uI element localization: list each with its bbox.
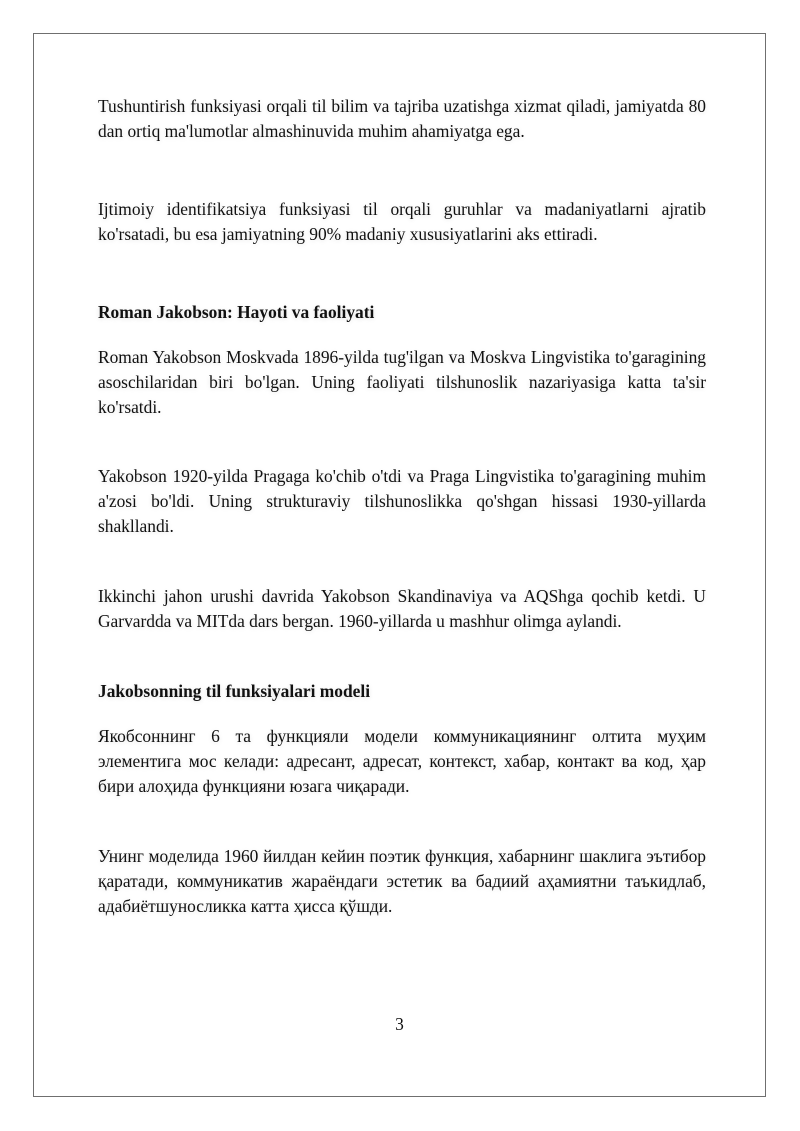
heading-jakobson-biography: Roman Jakobson: Hayoti va faoliyati	[98, 302, 375, 322]
page-content	[98, 94, 706, 919]
paragraph-explanatory-function: Tushuntirish funksiyasi orqali til bilim va tajriba uzatishga xizmat qiladi, jamiyatda 80 dan ortiq ma'lumotlar almashinuvida muhim ahamiyatga ega.	[98, 96, 706, 141]
paragraph-jakobson-birth: Roman Yakobson Moskvada 1896-yilda tug'ilgan va Moskva Lingvistika to'garagining asoschilaridan biri bo'lgan. Uning faoliyati tilshunoslik nazariyasiga katta ta'sir ko'rsatdi.	[98, 347, 706, 417]
heading-functions-model: Jakobsonning til funksiyalari modeli	[98, 681, 371, 701]
paragraph-six-functions: Якобсоннинг 6 та функцияли модели коммуникациянинг олтита муҳим элементига мос келади: адресант, адресат, контекст, хабар, контакт ва код, ҳар бири алоҳида функцияни юзага чиқаради.	[98, 726, 706, 796]
paragraph-poetic-function: Унинг моделида 1960 йилдан кейин поэтик функция, хабарнинг шаклига эътибор қаратади, коммуникатив жараёндаги эстетик ва бадиий аҳамиятни таъкидлаб, адабиётшуносликка катта ҳисса қўшди.	[98, 846, 706, 916]
document-page	[33, 33, 766, 1097]
paragraph-social-identification: Ijtimoiy identifikatsiya funksiyasi til orqali guruhlar va madaniyatlarni ajratib ko'rsatadi, bu esa jamiyatning 90% madaniy xususiyatlarini aks ettiradi.	[98, 199, 706, 244]
paragraph-jakobson-wartime: Ikkinchi jahon urushi davrida Yakobson Skandinaviya va AQShga qochib ketdi. U Garvardda va MITda dars bergan. 1960-yillarda u mashhur olimga aylandi.	[98, 586, 706, 631]
paragraph-jakobson-prague: Yakobson 1920-yilda Pragaga ko'chib o'tdi va Praga Lingvistika to'garagining muhim a'zosi bo'ldi. Uning strukturaviy tilshunoslikka qo'shgan hissasi 1930-yillarda shakllandi.	[98, 466, 706, 536]
page-number: 3	[395, 1014, 404, 1034]
